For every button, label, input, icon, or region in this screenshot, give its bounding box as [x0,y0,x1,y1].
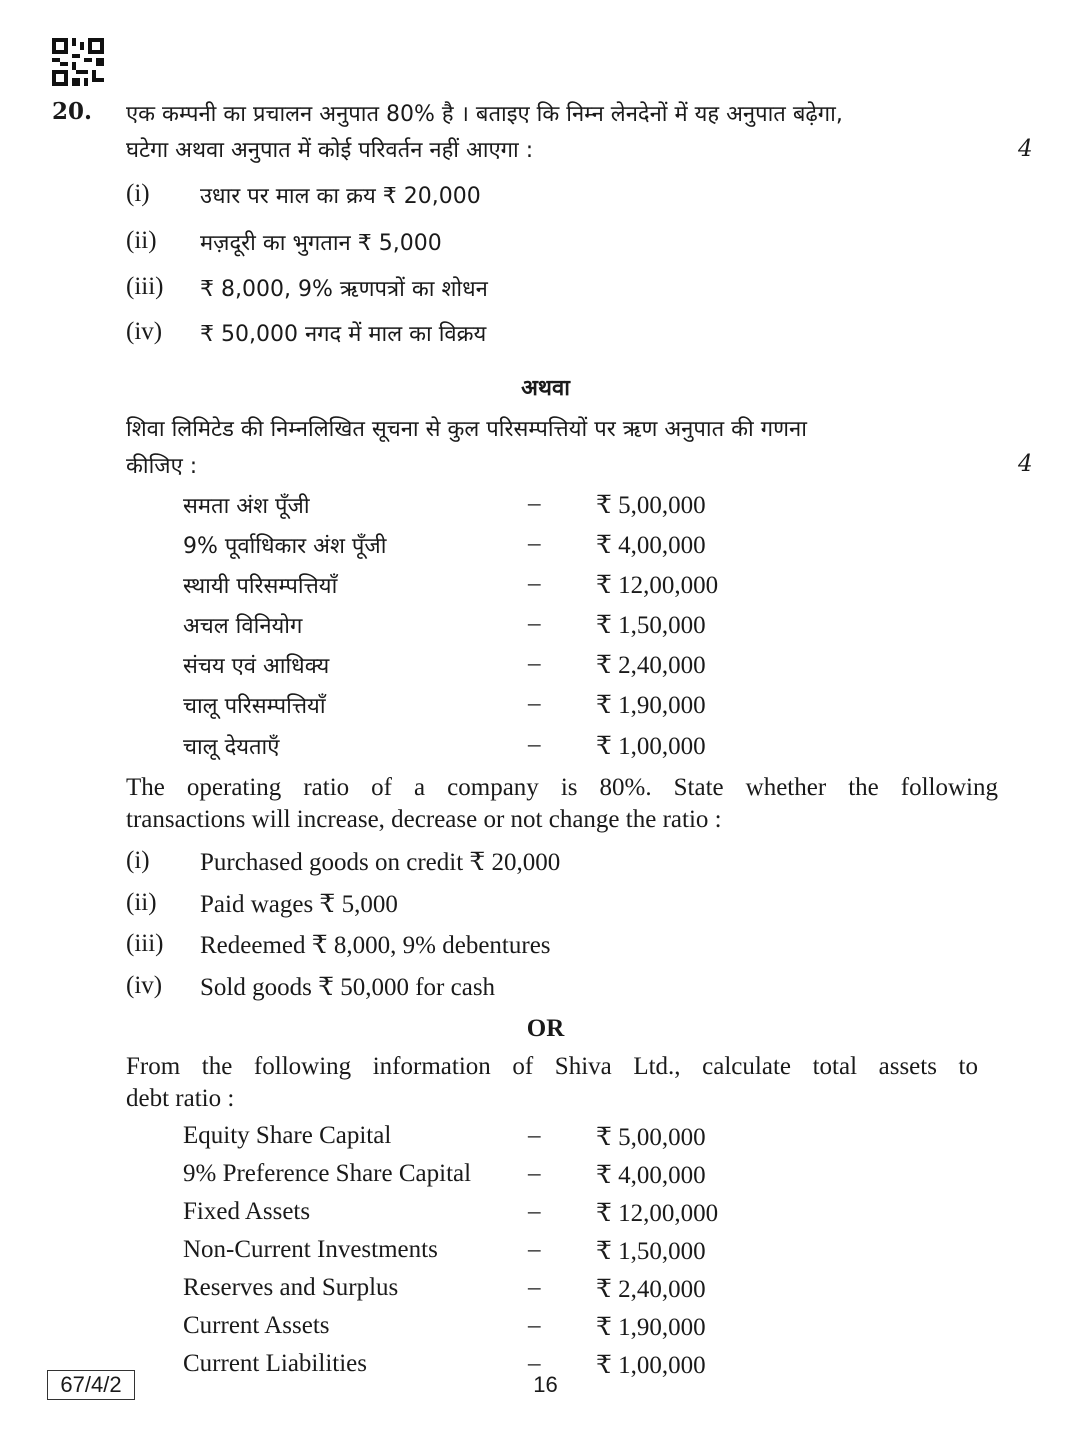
page-number: 16 [533,1372,558,1397]
hindi-table-label: अचल विनियोग [183,614,303,639]
english-item-num: (iv) [126,972,163,999]
hindi-table-dash: – [528,530,541,557]
question-number: 20. [52,98,93,125]
english-intro-line-2: transactions will increase, decrease or not change the ratio : [126,806,722,833]
qr-code-icon [52,38,104,86]
english-or-line-2: debt ratio : [126,1085,235,1112]
english-item-text: Redeemed ₹ 8,000, 9% debentures [200,932,551,959]
hindi-intro-line-1: एक कम्पनी का प्रचालन अनुपात 80% है । बताइए कि निम्न लेनदेनों में यह अनुपात बढ़ेगा, [126,102,843,127]
english-table-label: Reserves and Surplus [183,1274,399,1301]
hindi-table-value: ₹ 5,00,000 [596,492,706,519]
hindi-table-dash: – [528,570,541,597]
hindi-or-line-1: शिवा लिमिटेड की निम्नलिखित सूचना से कुल परिसम्पत्तियों पर ऋण अनुपात की गणना [126,417,807,442]
english-table-label: Fixed Assets [183,1198,311,1225]
hindi-item-text: मज़दूरी का भुगतान ₹ 5,000 [200,231,442,256]
hindi-table-value: ₹ 4,00,000 [596,532,706,559]
hindi-table-value: ₹ 1,00,000 [596,733,706,760]
hindi-table-value: ₹ 1,90,000 [596,692,706,719]
english-table-label: Non-Current Investments [183,1236,438,1263]
english-item-num: (ii) [126,889,157,916]
paper-code-box: 67/4/2 [47,1370,135,1400]
hindi-item-text: ₹ 8,000, 9% ऋणपत्रों का शोधन [200,277,488,302]
hindi-item-text: उधार पर माल का क्रय ₹ 20,000 [200,184,481,209]
hindi-table-value: ₹ 2,40,000 [596,652,706,679]
english-table-dash: – [528,1274,541,1301]
english-intro-line-1: The operating ratio of a company is 80%. State whether the following [126,774,998,801]
hindi-table-dash: – [528,650,541,677]
english-item-num: (i) [126,847,150,874]
hindi-table-label: 9% पूर्वाधिकार अंश पूँजी [183,534,387,559]
english-item-num: (iii) [126,930,164,957]
english-table-value: ₹ 1,50,000 [596,1238,706,1265]
hindi-table-dash: – [528,690,541,717]
english-item-text: Paid wages ₹ 5,000 [200,891,398,918]
english-table-value: ₹ 1,00,000 [596,1352,706,1379]
english-table-dash: – [528,1198,541,1225]
english-table-label: Current Assets [183,1312,330,1339]
hindi-table-label: संचय एवं आधिक्य [183,654,330,679]
english-item-text: Sold goods ₹ 50,000 for cash [200,974,496,1001]
english-table-value: ₹ 1,90,000 [596,1314,706,1341]
hindi-or-heading: अथवा [521,376,570,401]
english-table-dash: – [528,1160,541,1187]
english-table-dash: – [528,1122,541,1149]
hindi-table-label: समता अंश पूँजी [183,494,310,519]
english-table-value: ₹ 12,00,000 [596,1200,719,1227]
english-table-dash: – [528,1236,541,1263]
english-or-line-1: From the following information of Shiva Ltd., calculate total assets to [126,1053,978,1080]
english-table-label: Equity Share Capital [183,1122,392,1149]
english-table-value: ₹ 4,00,000 [596,1162,706,1189]
hindi-table-label: स्थायी परिसम्पत्तियाँ [183,574,338,599]
hindi-table-value: ₹ 1,50,000 [596,612,706,639]
hindi-table-dash: – [528,731,541,758]
hindi-table-dash: – [528,610,541,637]
hindi-intro-line-2: घटेगा अथवा अनुपात में कोई परिवर्तन नहीं आएगा : [126,138,534,163]
hindi-item-num: (iv) [126,318,163,345]
hindi-item-text: ₹ 50,000 नगद में माल का विक्रय [200,322,487,347]
marks-hindi-q1: 4 [1018,136,1033,162]
english-table-dash: – [528,1350,541,1377]
english-table-value: ₹ 2,40,000 [596,1276,706,1303]
hindi-table-dash: – [528,490,541,517]
english-table-label: 9% Preference Share Capital [183,1160,472,1187]
hindi-item-num: (ii) [126,227,157,254]
english-or-heading: OR [526,1015,565,1042]
hindi-or-line-2: कीजिए : [126,454,198,479]
marks-hindi-q2: 4 [1018,451,1033,477]
english-table-value: ₹ 5,00,000 [596,1124,706,1151]
hindi-table-label: चालू परिसम्पत्तियाँ [183,694,326,719]
english-item-text: Purchased goods on credit ₹ 20,000 [200,849,561,876]
hindi-item-num: (iii) [126,273,164,300]
hindi-table-value: ₹ 12,00,000 [596,572,719,599]
english-table-label: Current Liabilities [183,1350,367,1377]
hindi-item-num: (i) [126,180,150,207]
hindi-table-label: चालू देयताएँ [183,735,280,760]
english-table-dash: – [528,1312,541,1339]
